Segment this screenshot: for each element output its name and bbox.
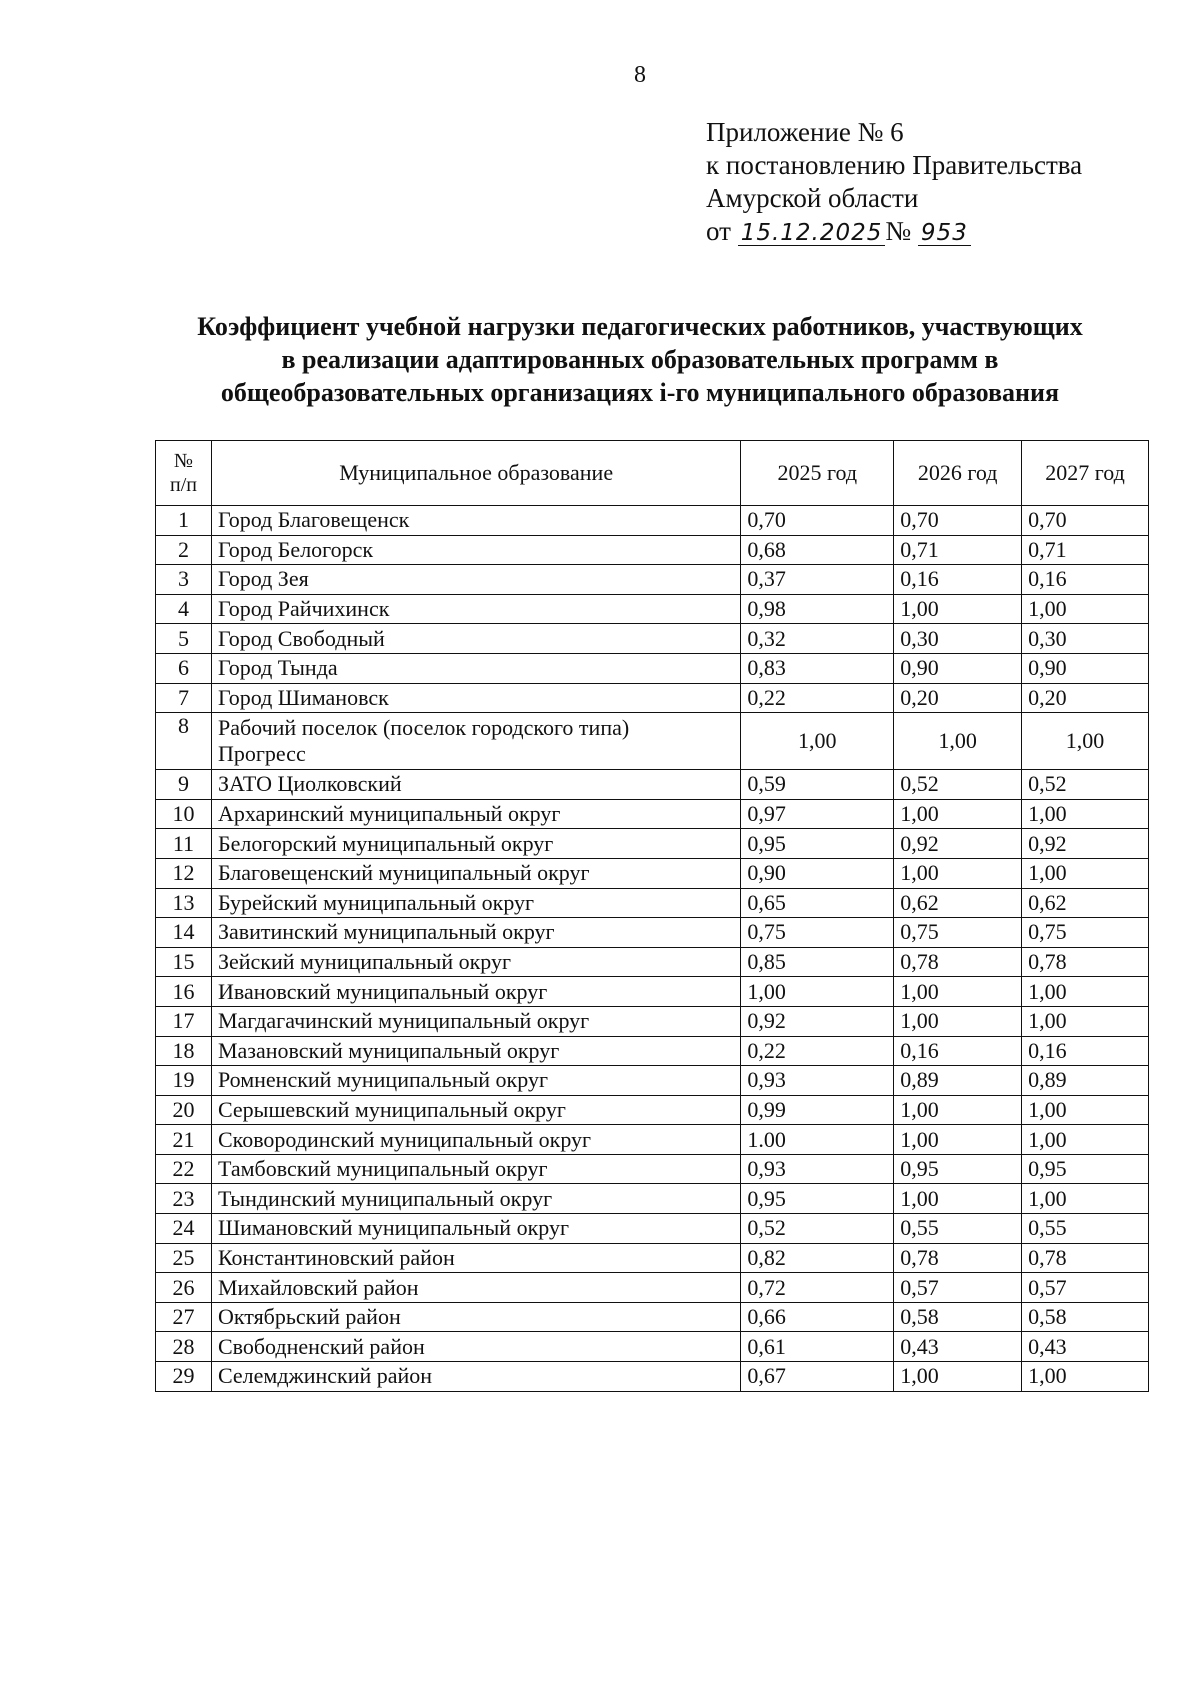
value-2025-cell: 0,93 <box>741 1154 894 1184</box>
value-2026-cell: 0,43 <box>894 1332 1022 1362</box>
value-2027-cell: 0,55 <box>1022 1214 1149 1244</box>
value-2027-cell: 0,52 <box>1022 770 1149 800</box>
municipality-cell <box>211 713 740 770</box>
municipality-cell: Город Белогорск <box>211 535 740 565</box>
municipality-cell: Город Райчихинск <box>211 594 740 624</box>
value-2027-cell: 0,71 <box>1022 535 1149 565</box>
appendix-date-line <box>706 215 1082 248</box>
appendix-line-1: Приложение № 6 <box>706 117 904 147</box>
value-2027-cell: 0,89 <box>1022 1066 1149 1096</box>
row-number-cell: 1 <box>156 506 212 536</box>
row-number-cell: 10 <box>156 799 212 829</box>
handwritten-date: 15.12.2025 <box>738 221 886 246</box>
table-row <box>156 888 1149 918</box>
value-2025-cell: 0,67 <box>741 1362 894 1392</box>
value-2025-cell: 0,97 <box>741 799 894 829</box>
value-2026-cell: 0,75 <box>894 918 1022 948</box>
row-number-cell: 27 <box>156 1302 212 1332</box>
municipality-cell: Город Свободный <box>211 624 740 654</box>
header-2025: 2025 год <box>741 441 894 506</box>
value-2027-cell: 0,90 <box>1022 653 1149 683</box>
value-2025-cell: 1,00 <box>741 713 894 770</box>
table-row <box>156 1066 1149 1096</box>
table-row <box>156 1154 1149 1184</box>
value-2025-cell: 0,72 <box>741 1273 894 1303</box>
header-number <box>156 441 212 506</box>
value-2026-cell: 1,00 <box>894 1095 1022 1125</box>
municipality-cell: Константиновский район <box>211 1243 740 1273</box>
value-2025-cell: 0,95 <box>741 829 894 859</box>
header-2027: 2027 год <box>1022 441 1149 506</box>
value-2025-cell: 0,95 <box>741 1184 894 1214</box>
municipality-cell: Благовещенский муниципальный округ <box>211 858 740 888</box>
municipality-cell: Бурейский муниципальный округ <box>211 888 740 918</box>
row-number-cell: 26 <box>156 1273 212 1303</box>
value-2026-cell: 0,57 <box>894 1273 1022 1303</box>
header-2026: 2026 год <box>894 441 1022 506</box>
value-2026-cell: 1,00 <box>894 713 1022 770</box>
value-2025-cell: 0,61 <box>741 1332 894 1362</box>
header-number-sign: № <box>173 450 194 472</box>
municipality-cell: Михайловский район <box>211 1273 740 1303</box>
municipality-cell: Магдагачинский муниципальный округ <box>211 1006 740 1036</box>
value-2025-cell: 0,32 <box>741 624 894 654</box>
value-2027-cell: 1,00 <box>1022 594 1149 624</box>
value-2025-cell: 1.00 <box>741 1125 894 1155</box>
table-row <box>156 977 1149 1007</box>
municipality-cell: Тамбовский муниципальный округ <box>211 1154 740 1184</box>
value-2025-cell: 0,65 <box>741 888 894 918</box>
table-row <box>156 506 1149 536</box>
municipality-cell: Селемджинский район <box>211 1362 740 1392</box>
municipality-cell: Ромненский муниципальный округ <box>211 1066 740 1096</box>
row-number-cell: 29 <box>156 1362 212 1392</box>
row-number-cell: 16 <box>156 977 212 1007</box>
number-prefix: № <box>885 216 912 246</box>
value-2025-cell: 0,82 <box>741 1243 894 1273</box>
value-2026-cell: 0,62 <box>894 888 1022 918</box>
value-2026-cell: 0,71 <box>894 535 1022 565</box>
municipality-cell: Белогорский муниципальный округ <box>211 829 740 859</box>
table-body <box>156 506 1149 1392</box>
row-number-cell: 19 <box>156 1066 212 1096</box>
row-number-cell: 9 <box>156 770 212 800</box>
title-line-1: Коэффициент учебной нагрузки педагогических работников, участвующих <box>197 312 1083 341</box>
value-2025-cell: 0,70 <box>741 506 894 536</box>
value-2027-cell: 0,62 <box>1022 888 1149 918</box>
municipality-cell: ЗАТО Циолковский <box>211 770 740 800</box>
title-line-3: общеобразовательных организациях i-го муниципального образования <box>220 378 1060 407</box>
table-row <box>156 535 1149 565</box>
value-2026-cell: 1,00 <box>894 1125 1022 1155</box>
value-2027-cell: 1,00 <box>1022 1362 1149 1392</box>
table-row <box>156 1125 1149 1155</box>
value-2027-cell: 1,00 <box>1022 1006 1149 1036</box>
value-2026-cell: 0,16 <box>894 1036 1022 1066</box>
table-row <box>156 713 1149 770</box>
municipality-cell: Город Тында <box>211 653 740 683</box>
table-row <box>156 1332 1149 1362</box>
municipality-cell: Мазановский муниципальный округ <box>211 1036 740 1066</box>
table-row <box>156 1036 1149 1066</box>
value-2025-cell: 0,37 <box>741 565 894 595</box>
value-2026-cell: 0,89 <box>894 1066 1022 1096</box>
value-2026-cell: 0,92 <box>894 829 1022 859</box>
table-row <box>156 918 1149 948</box>
row-number-cell: 17 <box>156 1006 212 1036</box>
value-2027-cell: 1,00 <box>1022 977 1149 1007</box>
table-row <box>156 653 1149 683</box>
row-number-cell: 8 <box>156 713 212 770</box>
table-row <box>156 829 1149 859</box>
value-2027-cell: 1,00 <box>1022 858 1149 888</box>
value-2025-cell: 0,75 <box>741 918 894 948</box>
row-number-cell: 14 <box>156 918 212 948</box>
table-row <box>156 799 1149 829</box>
municipality-cell: Сковородинский муниципальный округ <box>211 1125 740 1155</box>
value-2026-cell: 0,78 <box>894 947 1022 977</box>
table-row <box>156 594 1149 624</box>
table-row <box>156 1362 1149 1392</box>
table-row <box>156 1184 1149 1214</box>
header-number-abbr: п/п <box>169 474 197 496</box>
value-2026-cell: 1,00 <box>894 1184 1022 1214</box>
title-line-2: в реализации адаптированных образовательных программ в <box>281 345 999 374</box>
value-2027-cell: 0,57 <box>1022 1273 1149 1303</box>
table-row <box>156 565 1149 595</box>
row-number-cell: 15 <box>156 947 212 977</box>
value-2025-cell: 0,83 <box>741 653 894 683</box>
table-row <box>156 1006 1149 1036</box>
table-row <box>156 1095 1149 1125</box>
value-2027-cell: 0,30 <box>1022 624 1149 654</box>
value-2027-cell: 1,00 <box>1022 713 1149 770</box>
value-2027-cell: 0,75 <box>1022 918 1149 948</box>
row-number-cell: 12 <box>156 858 212 888</box>
municipality-cell: Завитинский муниципальный округ <box>211 918 740 948</box>
table-row <box>156 683 1149 713</box>
row-number-cell: 2 <box>156 535 212 565</box>
value-2027-cell: 1,00 <box>1022 1095 1149 1125</box>
value-2026-cell: 0,90 <box>894 653 1022 683</box>
value-2027-cell: 0,70 <box>1022 506 1149 536</box>
value-2026-cell: 0,16 <box>894 565 1022 595</box>
row-number-cell: 4 <box>156 594 212 624</box>
value-2025-cell: 0,66 <box>741 1302 894 1332</box>
value-2027-cell: 1,00 <box>1022 1125 1149 1155</box>
handwritten-number: 953 <box>918 221 971 246</box>
value-2025-cell: 0,85 <box>741 947 894 977</box>
municipality-cell: Город Шимановск <box>211 683 740 713</box>
value-2027-cell: 0,16 <box>1022 1036 1149 1066</box>
value-2026-cell: 0,95 <box>894 1154 1022 1184</box>
row-number-cell: 18 <box>156 1036 212 1066</box>
value-2026-cell: 1,00 <box>894 1006 1022 1036</box>
value-2026-cell: 0,20 <box>894 683 1022 713</box>
row-number-cell: 24 <box>156 1214 212 1244</box>
row-number-cell: 11 <box>156 829 212 859</box>
value-2025-cell: 0,98 <box>741 594 894 624</box>
row-number-cell: 6 <box>156 653 212 683</box>
value-2025-cell: 0,93 <box>741 1066 894 1096</box>
municipality-cell: Октябрьский район <box>211 1302 740 1332</box>
municipality-cell: Свободненский район <box>211 1332 740 1362</box>
value-2026-cell: 1,00 <box>894 858 1022 888</box>
value-2027-cell: 0,78 <box>1022 947 1149 977</box>
row-number-cell: 13 <box>156 888 212 918</box>
municipality-cell: Серышевский муниципальный округ <box>211 1095 740 1125</box>
value-2026-cell: 1,00 <box>894 1362 1022 1392</box>
value-2025-cell: 0,59 <box>741 770 894 800</box>
table-row <box>156 858 1149 888</box>
row-number-cell: 22 <box>156 1154 212 1184</box>
municipality-name-line-2: Прогресс <box>217 741 306 767</box>
value-2025-cell: 0,92 <box>741 1006 894 1036</box>
row-number-cell: 20 <box>156 1095 212 1125</box>
municipality-name-line-1: Рабочий поселок (поселок городского типа) <box>217 715 630 741</box>
value-2027-cell: 0,16 <box>1022 565 1149 595</box>
value-2026-cell: 1,00 <box>894 594 1022 624</box>
value-2026-cell: 0,70 <box>894 506 1022 536</box>
table-row <box>156 770 1149 800</box>
appendix-block <box>706 116 1082 248</box>
value-2025-cell: 0,22 <box>741 683 894 713</box>
municipality-cell: Ивановский муниципальный округ <box>211 977 740 1007</box>
table-header-row <box>156 441 1149 506</box>
value-2025-cell: 0,52 <box>741 1214 894 1244</box>
date-prefix: от <box>706 216 731 246</box>
row-number-cell: 28 <box>156 1332 212 1362</box>
row-number-cell: 3 <box>156 565 212 595</box>
table-row <box>156 1214 1149 1244</box>
page-number: 8 <box>634 62 646 88</box>
value-2026-cell: 1,00 <box>894 977 1022 1007</box>
value-2026-cell: 0,78 <box>894 1243 1022 1273</box>
municipality-cell: Тындинский муниципальный округ <box>211 1184 740 1214</box>
table-row <box>156 1302 1149 1332</box>
appendix-line-2: к постановлению Правительства <box>706 150 1083 180</box>
municipality-cell: Город Зея <box>211 565 740 595</box>
value-2025-cell: 0,68 <box>741 535 894 565</box>
value-2027-cell: 0,95 <box>1022 1154 1149 1184</box>
row-number-cell: 21 <box>156 1125 212 1155</box>
row-number-cell: 7 <box>156 683 212 713</box>
value-2026-cell: 0,55 <box>894 1214 1022 1244</box>
value-2027-cell: 0,92 <box>1022 829 1149 859</box>
row-number-cell: 23 <box>156 1184 212 1214</box>
value-2027-cell: 1,00 <box>1022 799 1149 829</box>
value-2027-cell: 0,78 <box>1022 1243 1149 1273</box>
table-row <box>156 624 1149 654</box>
value-2026-cell: 0,58 <box>894 1302 1022 1332</box>
value-2025-cell: 0,99 <box>741 1095 894 1125</box>
table-row <box>156 1243 1149 1273</box>
row-number-cell: 25 <box>156 1243 212 1273</box>
row-number-cell: 5 <box>156 624 212 654</box>
value-2026-cell: 1,00 <box>894 799 1022 829</box>
table-row <box>156 947 1149 977</box>
table-row <box>156 1273 1149 1303</box>
value-2026-cell: 0,30 <box>894 624 1022 654</box>
value-2026-cell: 0,52 <box>894 770 1022 800</box>
value-2027-cell: 0,20 <box>1022 683 1149 713</box>
value-2025-cell: 0,22 <box>741 1036 894 1066</box>
value-2025-cell: 0,90 <box>741 858 894 888</box>
municipality-cell: Архаринский муниципальный округ <box>211 799 740 829</box>
value-2027-cell: 1,00 <box>1022 1184 1149 1214</box>
coefficient-table <box>155 440 1149 1392</box>
appendix-line-3: Амурской области <box>706 183 919 213</box>
value-2027-cell: 0,43 <box>1022 1332 1149 1362</box>
municipality-cell: Город Благовещенск <box>211 506 740 536</box>
value-2025-cell: 1,00 <box>741 977 894 1007</box>
municipality-cell: Шимановский муниципальный округ <box>211 1214 740 1244</box>
header-municipality: Муниципальное образование <box>211 441 740 506</box>
document-title <box>140 310 1140 409</box>
municipality-cell: Зейский муниципальный округ <box>211 947 740 977</box>
value-2027-cell: 0,58 <box>1022 1302 1149 1332</box>
